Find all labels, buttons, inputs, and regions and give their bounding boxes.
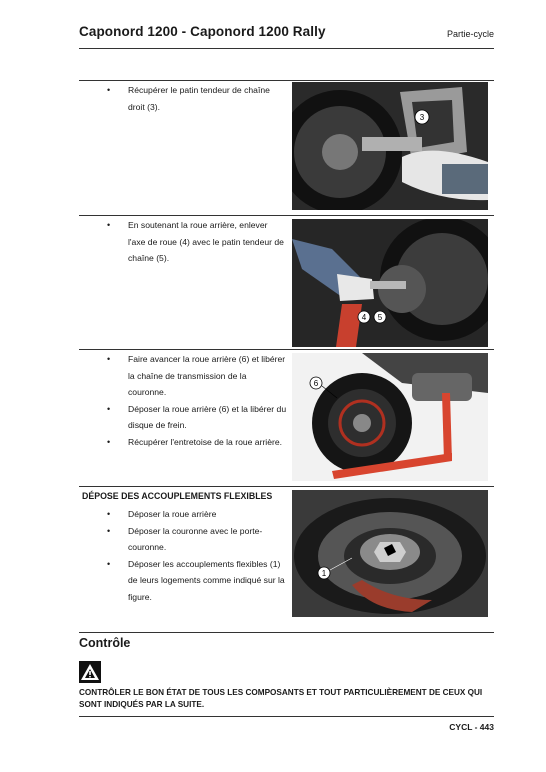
row-divider: [79, 215, 494, 216]
callout-6: 6: [313, 379, 319, 388]
row-divider: [79, 349, 494, 350]
callout-3: 3: [419, 113, 425, 122]
photo-rear-wheel-removal: [292, 353, 488, 481]
step-row-4: [79, 489, 287, 605]
step-bullet: • Déposer les accouplements flexibles (1) de leurs logements comme indiqué sur la figure.: [79, 556, 287, 606]
controle-title: Contrôle: [79, 636, 131, 650]
document-title: Caponord 1200 - Caponord 1200 Rally: [79, 24, 326, 39]
photo-chain-tensioner: [292, 82, 488, 210]
callout-4: 4: [361, 313, 367, 322]
photo-flexible-couplings: [292, 490, 488, 617]
step-bullet: • Récupérer le patin tendeur de chaîne droit (3).: [79, 82, 287, 115]
step-row-1: [79, 82, 287, 115]
row-divider: [79, 486, 494, 487]
photo-wheel-axle: [292, 219, 488, 347]
step-bullet: • Déposer la couronne avec le porte-couronne.: [79, 523, 287, 556]
step-row-3: [79, 351, 287, 450]
callout-5: 5: [377, 313, 383, 322]
step-row-2: [79, 217, 287, 267]
step-bullet: • Déposer la roue arrière: [79, 506, 287, 523]
row-divider: [79, 80, 494, 81]
callout-1: 1: [321, 569, 327, 578]
section-heading: DÉPOSE DES ACCOUPLEMENTS FLEXIBLES: [82, 491, 273, 501]
step-bullet: • Faire avancer la roue arrière (6) et libérer la chaîne de transmission de la couronne.: [79, 351, 287, 401]
footer-rule: [79, 716, 494, 717]
page-number: CYCL - 443: [449, 722, 494, 732]
header-rule: [79, 48, 494, 49]
warning-triangle-icon: [79, 661, 101, 683]
step-bullet: • Déposer la roue arrière (6) et la libérer du disque de frein.: [79, 401, 287, 434]
step-bullet: • Récupérer l'entretoise de la roue arrière.: [79, 434, 287, 451]
section-name: Partie-cycle: [446, 29, 494, 39]
step-bullet: • En soutenant la roue arrière, enlever l'axe de roue (4) avec le patin tendeur de chaîne (5).: [79, 217, 287, 267]
warning-text: CONTRÔLER LE BON ÉTAT DE TOUS LES COMPOSANTS ET TOUT PARTICULIÈREMENT DE CEUX QUI SONT INDIQUÉS PAR LA SUITE.: [79, 688, 483, 709]
row-divider: [79, 632, 494, 633]
